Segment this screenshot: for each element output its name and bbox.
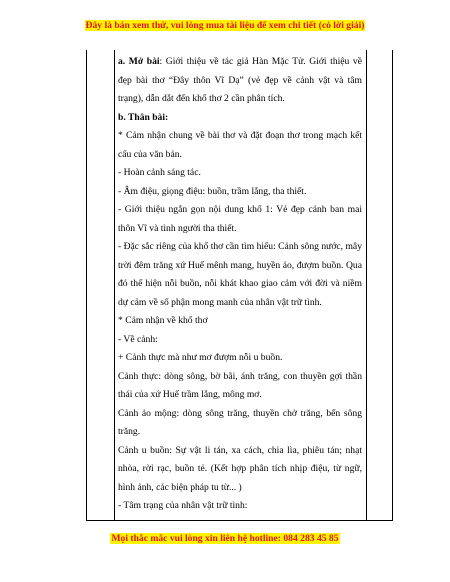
intro-text: : Giới thiệu về tác giả Hàn Mặc Tử. Giới thiệu về đẹp bài thơ “Đây thôn Vĩ Dạ” (vẻ đẹp về cảnh vật và tâm trạng), dẫn dắt đến khổ thơ 2 cần phân tích. <box>118 56 362 104</box>
paragraph-tone: - Âm điệu, giọng điệu: buồn, trầm lắng, tha thiết. <box>118 185 307 197</box>
paragraph-scenery-heading: - Về cảnh: <box>118 333 158 345</box>
paragraph-dream-scene: Cảnh ảo mộng: dòng sông trăng, thuyền chở trăng, bến sông trăng. <box>118 407 362 437</box>
hotline-text: Mọi thắc mắc vui lòng xin liên hệ hotline: 084 283 45 85 <box>111 533 339 544</box>
body-heading-label: b. Thân bài: <box>118 111 169 123</box>
preview-notice-banner <box>0 20 450 31</box>
paragraph-scenery-dream: + Cảnh thực mà như mơ đượm nỗi u buồn. <box>118 352 283 363</box>
intro-label: a. Mở bài <box>118 56 160 67</box>
paragraph-mood-heading: - Tâm trạng của nhân vật trữ tình: <box>118 500 248 511</box>
table-column-divider-left <box>114 50 115 520</box>
body-heading <box>118 109 362 128</box>
hotline-banner <box>0 533 450 544</box>
paragraph-general-impression: * Cảm nhận chung về bài thơ và đặt đoạn thơ trong mạch kết cấu của văn bản. <box>118 130 362 160</box>
intro-paragraph <box>118 53 362 109</box>
paragraph-sad-scene: Cảnh u buồn: Sự vật li tán, xa cách, chia lìa, phiêu tán; nhạt nhòa, rời rạc, buồn tẻ. (Kết hợp phân tích nhịp điệu, từ ngữ, hình ảnh, các biện pháp tu từ... ) <box>118 444 362 493</box>
preview-notice-text: Đây là bản xem thử, vui lòng mua tài liệu để xem chi tiết (có lời giải) <box>85 20 365 31</box>
paragraph-real-scene: Cảnh thực: dòng sông, bờ bãi, ánh trăng, con thuyền gợi thần thái của xứ Huế trầm lắng, mông mơ. <box>118 370 362 400</box>
paragraph-stanza1: - Giới thiệu ngắn gọn nội dung khổ 1: Vẻ đẹp cảnh ban mai thôn Vĩ và tình người tha thiết. <box>118 204 362 234</box>
paragraph-stanza2-features: - Đặc sắc riêng của khổ thơ cần tìm hiểu: Cảnh sông nước, mây trời đêm trăng xứ Huế mênh mang, huyền ảo, đượm buồn. Qua đó thể hiện nỗi buồn, nỗi khát khao giao cảm với đời và niềm dự cảm về số phận mong manh của nhân vật trữ tình. <box>118 241 362 308</box>
document-body <box>118 53 362 516</box>
table-column-divider-right <box>366 50 367 520</box>
paragraph-stanza-impression: * Cảm nhận về khổ thơ <box>118 315 208 326</box>
paragraph-context: - Hoàn cảnh sáng tác. <box>118 167 201 178</box>
